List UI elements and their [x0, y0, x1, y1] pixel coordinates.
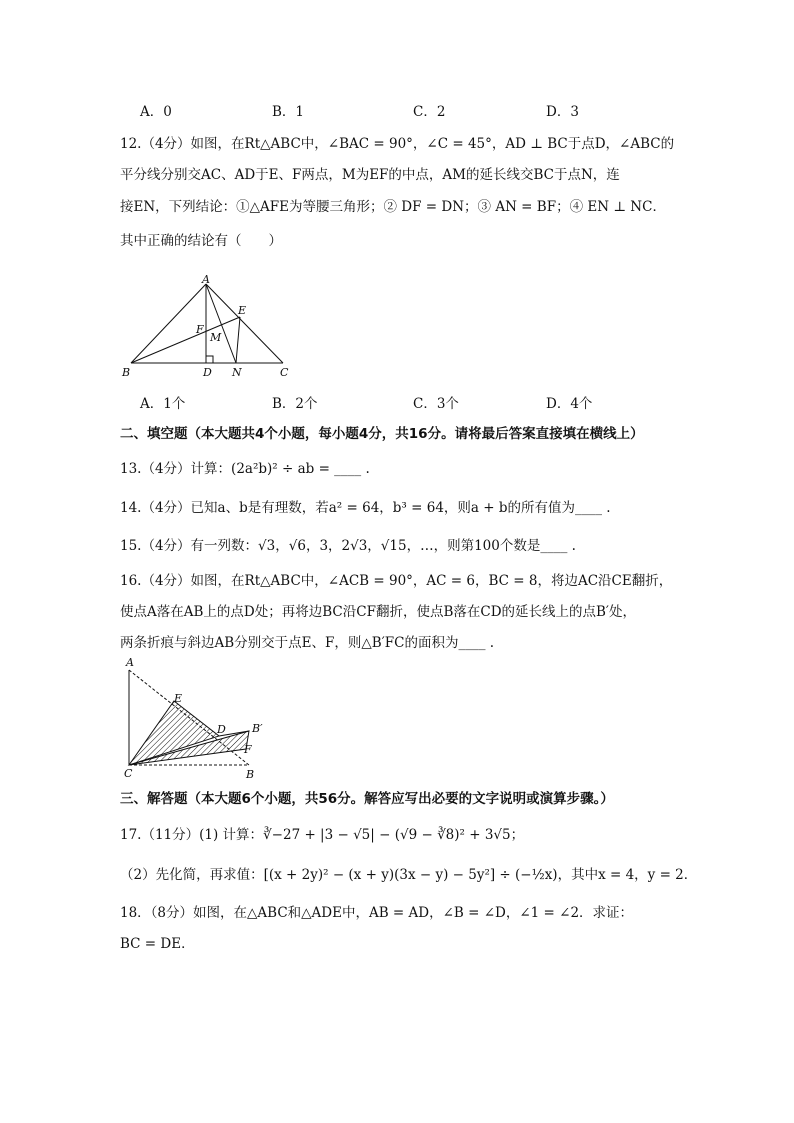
- q12-right-angle-mark: [206, 356, 213, 363]
- q12-seg-EN: [236, 317, 240, 363]
- q16-label-D: D: [217, 723, 226, 736]
- q13-text: 13.（4分）计算：(2a²b)² ÷ ab = ____ .: [120, 461, 370, 477]
- q11-option-d: D．3: [546, 104, 579, 120]
- q12-label-B: B: [122, 366, 131, 379]
- section2-heading: 二、填空题（本大题共4个小题，每小题4分，共16分。请将最后答案直接填在横线上）: [120, 426, 644, 442]
- q12-option-a: A．1个: [140, 396, 186, 412]
- q12-label-D: D: [203, 366, 212, 379]
- q12-seg-AB: [131, 284, 206, 363]
- q16-label-A: A: [126, 656, 134, 669]
- q12-option-b: B．2个: [272, 396, 318, 412]
- q12-seg-AN: [206, 284, 236, 363]
- q16-label-E: E: [174, 692, 183, 705]
- q12-label-E: E: [238, 304, 247, 317]
- q16-line-2: 使点A落在AB上的点D处；再将边BC沿CF翻折，使点B落在CD的延长线上的点B′处，: [120, 604, 636, 620]
- q12-label-C: C: [280, 366, 289, 379]
- q14-text: 14.（4分）已知a、b是有理数，若a² = 64，b³ = 64，则a + b的所有值为____ .: [120, 500, 611, 516]
- q12-option-d: D．4个: [546, 396, 593, 412]
- q12-label-N: N: [232, 366, 242, 379]
- q16-label-F: F: [244, 743, 252, 756]
- q12-line-4: 其中正确的结论有（ ）: [120, 233, 282, 249]
- q18-line-2: BC = DE．: [120, 936, 195, 952]
- q16-line-1: 16.（4分）如图，在Rt△ABC中，∠ACB = 90°，AC = 6，BC = 8，将边AC沿CE翻折，: [120, 573, 673, 589]
- q11-option-c: C．2: [413, 104, 446, 120]
- q15-text: 15.（4分）有一列数：√3，√6，3，2√3，√15，…，则第100个数是____ .: [120, 538, 576, 554]
- q12-seg-AC: [206, 284, 283, 363]
- q12-option-c: C．3个: [413, 396, 459, 412]
- q16-line-3: 两条折痕与斜边AB分别交于点E、F，则△B′FC的面积为____ .: [120, 635, 495, 651]
- section3-heading: 三、解答题（本大题6个小题，共56分。解答应写出必要的文字说明或演算步骤。）: [120, 791, 614, 807]
- q12-label-A: A: [202, 273, 210, 286]
- q12-line-2: 平分线分别交AC、AD于E、F两点，M为EF的中点，AM的延长线交BC于点N，连: [120, 167, 620, 183]
- q16-label-C: C: [124, 767, 133, 780]
- q16-label-B-prime: B′: [252, 722, 263, 735]
- q11-option-b: B．1: [272, 104, 305, 120]
- q17-part-1: 17.（11分）(1) 计算：∛−27 + |3 − √5| − (√9 − ∛8)² + 3√5；: [120, 827, 525, 843]
- q12-figure: [118, 272, 318, 382]
- q12-label-M: M: [210, 331, 222, 344]
- q16-figure: [118, 656, 278, 780]
- q12-line-1: 12.（4分）如图，在Rt△ABC中，∠BAC = 90°，∠C = 45°，AD ⊥ BC于点D，∠ABC的: [120, 136, 675, 152]
- q12-label-F: F: [196, 323, 204, 336]
- q12-seg-BE: [131, 317, 240, 363]
- q18-line-1: 18．（8分）如图，在△ABC和△ADE中，AB = AD，∠B = ∠D，∠1 = ∠2．求证：: [120, 905, 634, 921]
- q16-label-B: B: [246, 768, 255, 781]
- q17-part-2: （2）先化简，再求值：[(x + 2y)² − (x + y)(3x − y) − 5y²] ÷ (−½x)，其中x = 4，y = 2．: [120, 867, 698, 883]
- q11-option-a: A．0: [140, 104, 172, 120]
- q12-line-3: 接EN，下列结论：①△AFE为等腰三角形；② DF = DN；③ AN = BF；④ EN ⊥ NC．: [120, 199, 666, 215]
